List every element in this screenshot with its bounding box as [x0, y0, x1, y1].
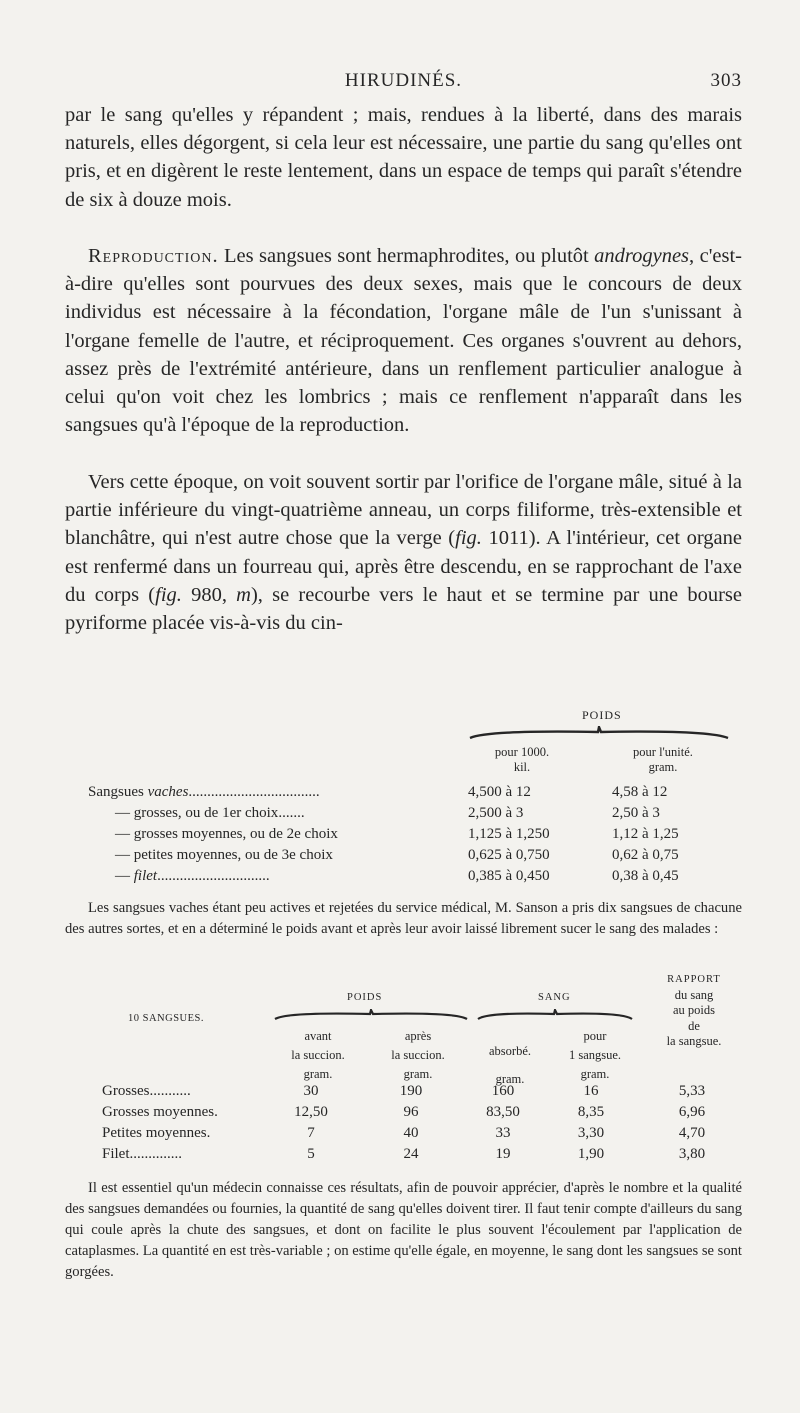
table-row: — petites moyennes, ou de 3e choix — [115, 847, 333, 863]
col-header-avant: avant la succion. gram. — [291, 1029, 345, 1081]
table-row-label: Filet.............. — [102, 1146, 183, 1162]
table-row-label: Petites moyennes. — [102, 1125, 211, 1141]
col-header-pour: pour 1 sangsue. gram. — [568, 1029, 622, 1081]
brace-icon — [273, 1009, 469, 1021]
col-header-per-1000: pour 1000. kil. — [494, 745, 550, 774]
paragraph-sanson: Les sangsues vaches étant peu actives et rejetées du service médical, M. Sanson a pris dix sangsues de chacune des autres sortes, et en a déterminé le poids avant et après leur avoir laissé librement sucer le sang des malades : — [65, 900, 742, 937]
col-header-per-unit: pour l'unité. gram. — [633, 745, 693, 774]
section-heading: Reproduction. — [88, 245, 219, 267]
running-header — [65, 70, 742, 94]
sang-header: SANG — [538, 992, 571, 1003]
table-title: POIDS — [582, 708, 622, 722]
rapport-header: RAPPORT du sang au poids de la sangsue. — [666, 974, 722, 1048]
italic-term: androgynes — [594, 245, 690, 267]
poids-header: POIDS — [347, 992, 383, 1003]
brace-icon — [468, 726, 730, 740]
paragraph-reproduction: Reproduction. Les sangsues sont hermaphrodites, ou plutôt androgynes, c'est-à-dire qu'elles sont pourvues des deux sexes, mais que le concours de deux individus est nécessaire à la fécondation, l'organe mâle de l'un s'unissant à l'organe femelle de l'autre, et réciproquement. Ces organes s'ouvrent au dehors, assez près de l'extrémité antérieure, dans un renflement particulier analogue à celui qu'on voit chez les lombrics ; mais ce renflement n'apparaît dans les sangsues qu'à l'époque de la reproduction. — [65, 245, 742, 437]
page-number: 303 — [710, 70, 742, 91]
paragraph-digestion: par le sang qu'elles y répandent ; mais, rendues à la liberté, dans des marais naturels, elles dégorgent, si cela leur est nécessaire, une partie du sang qu'elles ont pris, et en digèrent le reste lentement, dans un espace de temps qui paraît s'étendre de six à douze mois. — [65, 104, 742, 211]
brace-icon — [476, 1009, 634, 1021]
table-row: — grosses moyennes, ou de 2e choix — [115, 826, 338, 842]
row-header: 10 SANGSUES. — [128, 1013, 205, 1024]
figure-ref: fig. — [455, 527, 482, 550]
book-page: HIRUDINÉS. 303 par le sang qu'elles y répandent ; mais, rendues à la liberté, dans des marais naturels, elles dégorgent, si cela leur est nécessaire, une partie du sang qu'elles ont pris, et en digèrent le reste lentement, dans un espace de temps qui paraît s'étendre de six à douze mois. Reproduction. Les sangsues sont hermaphrodites, ou plutôt androgynes, c'est-à-dire qu'elles sont pourvues des deux sexes, mais que le concours de deux individus est nécessaire à la fécondation, l'organe mâle de l'un s'unissant à l'organe femelle de l'autre, et réciproquement. Ces organes s'ouvrent au dehors, assez près de l'extrémité antérieure, dans un renflement particulier analogue à celui qu'on voit chez les lombrics ; mais ce renflement n'apparaît dans les sangsues qu'à l'époque de la reproduction. Vers cette époque, on voit souvent sortir par l'orifice de l'organe mâle, situé à la partie inférieure du vingt-quatrième anneau, un corps filiforme, très-extensible et blanchâtre, qui n'est autre chose que la verge (fig. 1011). A l'intérieur, cet organe est renfermé dans un fourreau qui, après être descendu, en se rapprochant de l'axe du corps (fig. 980, m), se recourbe vers le haut et se termine par une bourse pyriforme placée vis-à-vis du cin- POIDS pour 1000. kil. pour l'unité. gram. Sangsues vaches................................... 4,500 à 12 4,58 à 12 — grosses, ou de 1er choix....... 2,500 à 3 2,50 à 3 — grosses moyennes, ou de 2e choix 1,125 à 1,250 1,12 à 1,25 — petites moyennes, ou de 3e choix 0,625 à 0,750 0,62 à 0,75 — filet.............................. 0,385 à 0,450 0,38 à 0,45 Les sangsues vaches étant peu actives et rejetées du service médical, M. Sanson a pris dix sangsues de chacune des autres sortes, et en a déterminé le poids avant et après leur avoir laissé librement sucer le sang des malades : 10 SANGSUES. POIDS SANG RAPPORT du sang au poids de la sangsue. avant la succion. gram. après la succion. gram. absorbé. gram. pour 1 sangsue. gram. Grosses........... 30 190 160 16 5,33 Grosses moyennes. 12,50 96 83,50 8,35 6,96 Petites moyennes. 7 40 33 3,30 4,70 Filet.............. 5 24 19 1,90 3,80 Il est essentiel qu'un médecin connaisse ces résultats, afin de pouvoir apprécier, d'après le nombre et la qualité des sangsues demandées ou fournies, la quantité de sang qu'elles doivent tirer. Il faut tenir compte d'ailleurs du sang qui coule après la chute des sangsues, et dont on facilite le plus souvent l'écoulement par l'application de cataplasmes. La quantité en est très-variable ; on estime qu'elle égale, en moyenne, le sang dont les sangsues se sont gorgées. — [0, 0, 800, 1413]
col-header-absorbe: absorbé. gram. — [489, 1044, 531, 1086]
table-row-label: Grosses........... — [102, 1083, 191, 1099]
paragraph-conclusion: Il est essentiel qu'un médecin connaisse ces résultats, afin de pouvoir apprécier, d'après le nombre et la qualité des sangsues demandées ou fournies, la quantité de sang qu'elles doivent tirer. Il faut tenir compte d'ailleurs du sang qui coule après la chute des sangsues, et dont on facilite le plus souvent l'écoulement par l'application de cataplasmes. La quantité en est très-variable ; on estime qu'elle égale, en moyenne, le sang dont les sangsues se sont gorgées. — [65, 1180, 742, 1280]
figure-ref: fig. — [155, 583, 182, 606]
table-row: Sangsues vaches................................... — [88, 784, 320, 800]
col-header-apres: après la succion. gram. — [391, 1029, 445, 1081]
running-title: HIRUDINÉS. — [344, 70, 463, 91]
table-row: — grosses, ou de 1er choix....... — [115, 805, 305, 821]
table-row: — filet.............................. — [115, 868, 270, 884]
table-row-label: Grosses moyennes. — [102, 1104, 218, 1120]
paragraph-organ: Vers cette époque, on voit souvent sortir par l'orifice de l'organe mâle, situé à la partie inférieure du vingt-quatrième anneau, un corps filiforme, très-extensible et blanchâtre, qui n'est autre chose que la verge (fig. 1011). A l'intérieur, cet organe est renfermé dans un fourreau qui, après être descendu, en se rapprochant de l'axe du corps (fig. 980, m), se recourbe vers le haut et se termine par une bourse pyriforme placée vis-à-vis du cin- — [65, 471, 743, 635]
